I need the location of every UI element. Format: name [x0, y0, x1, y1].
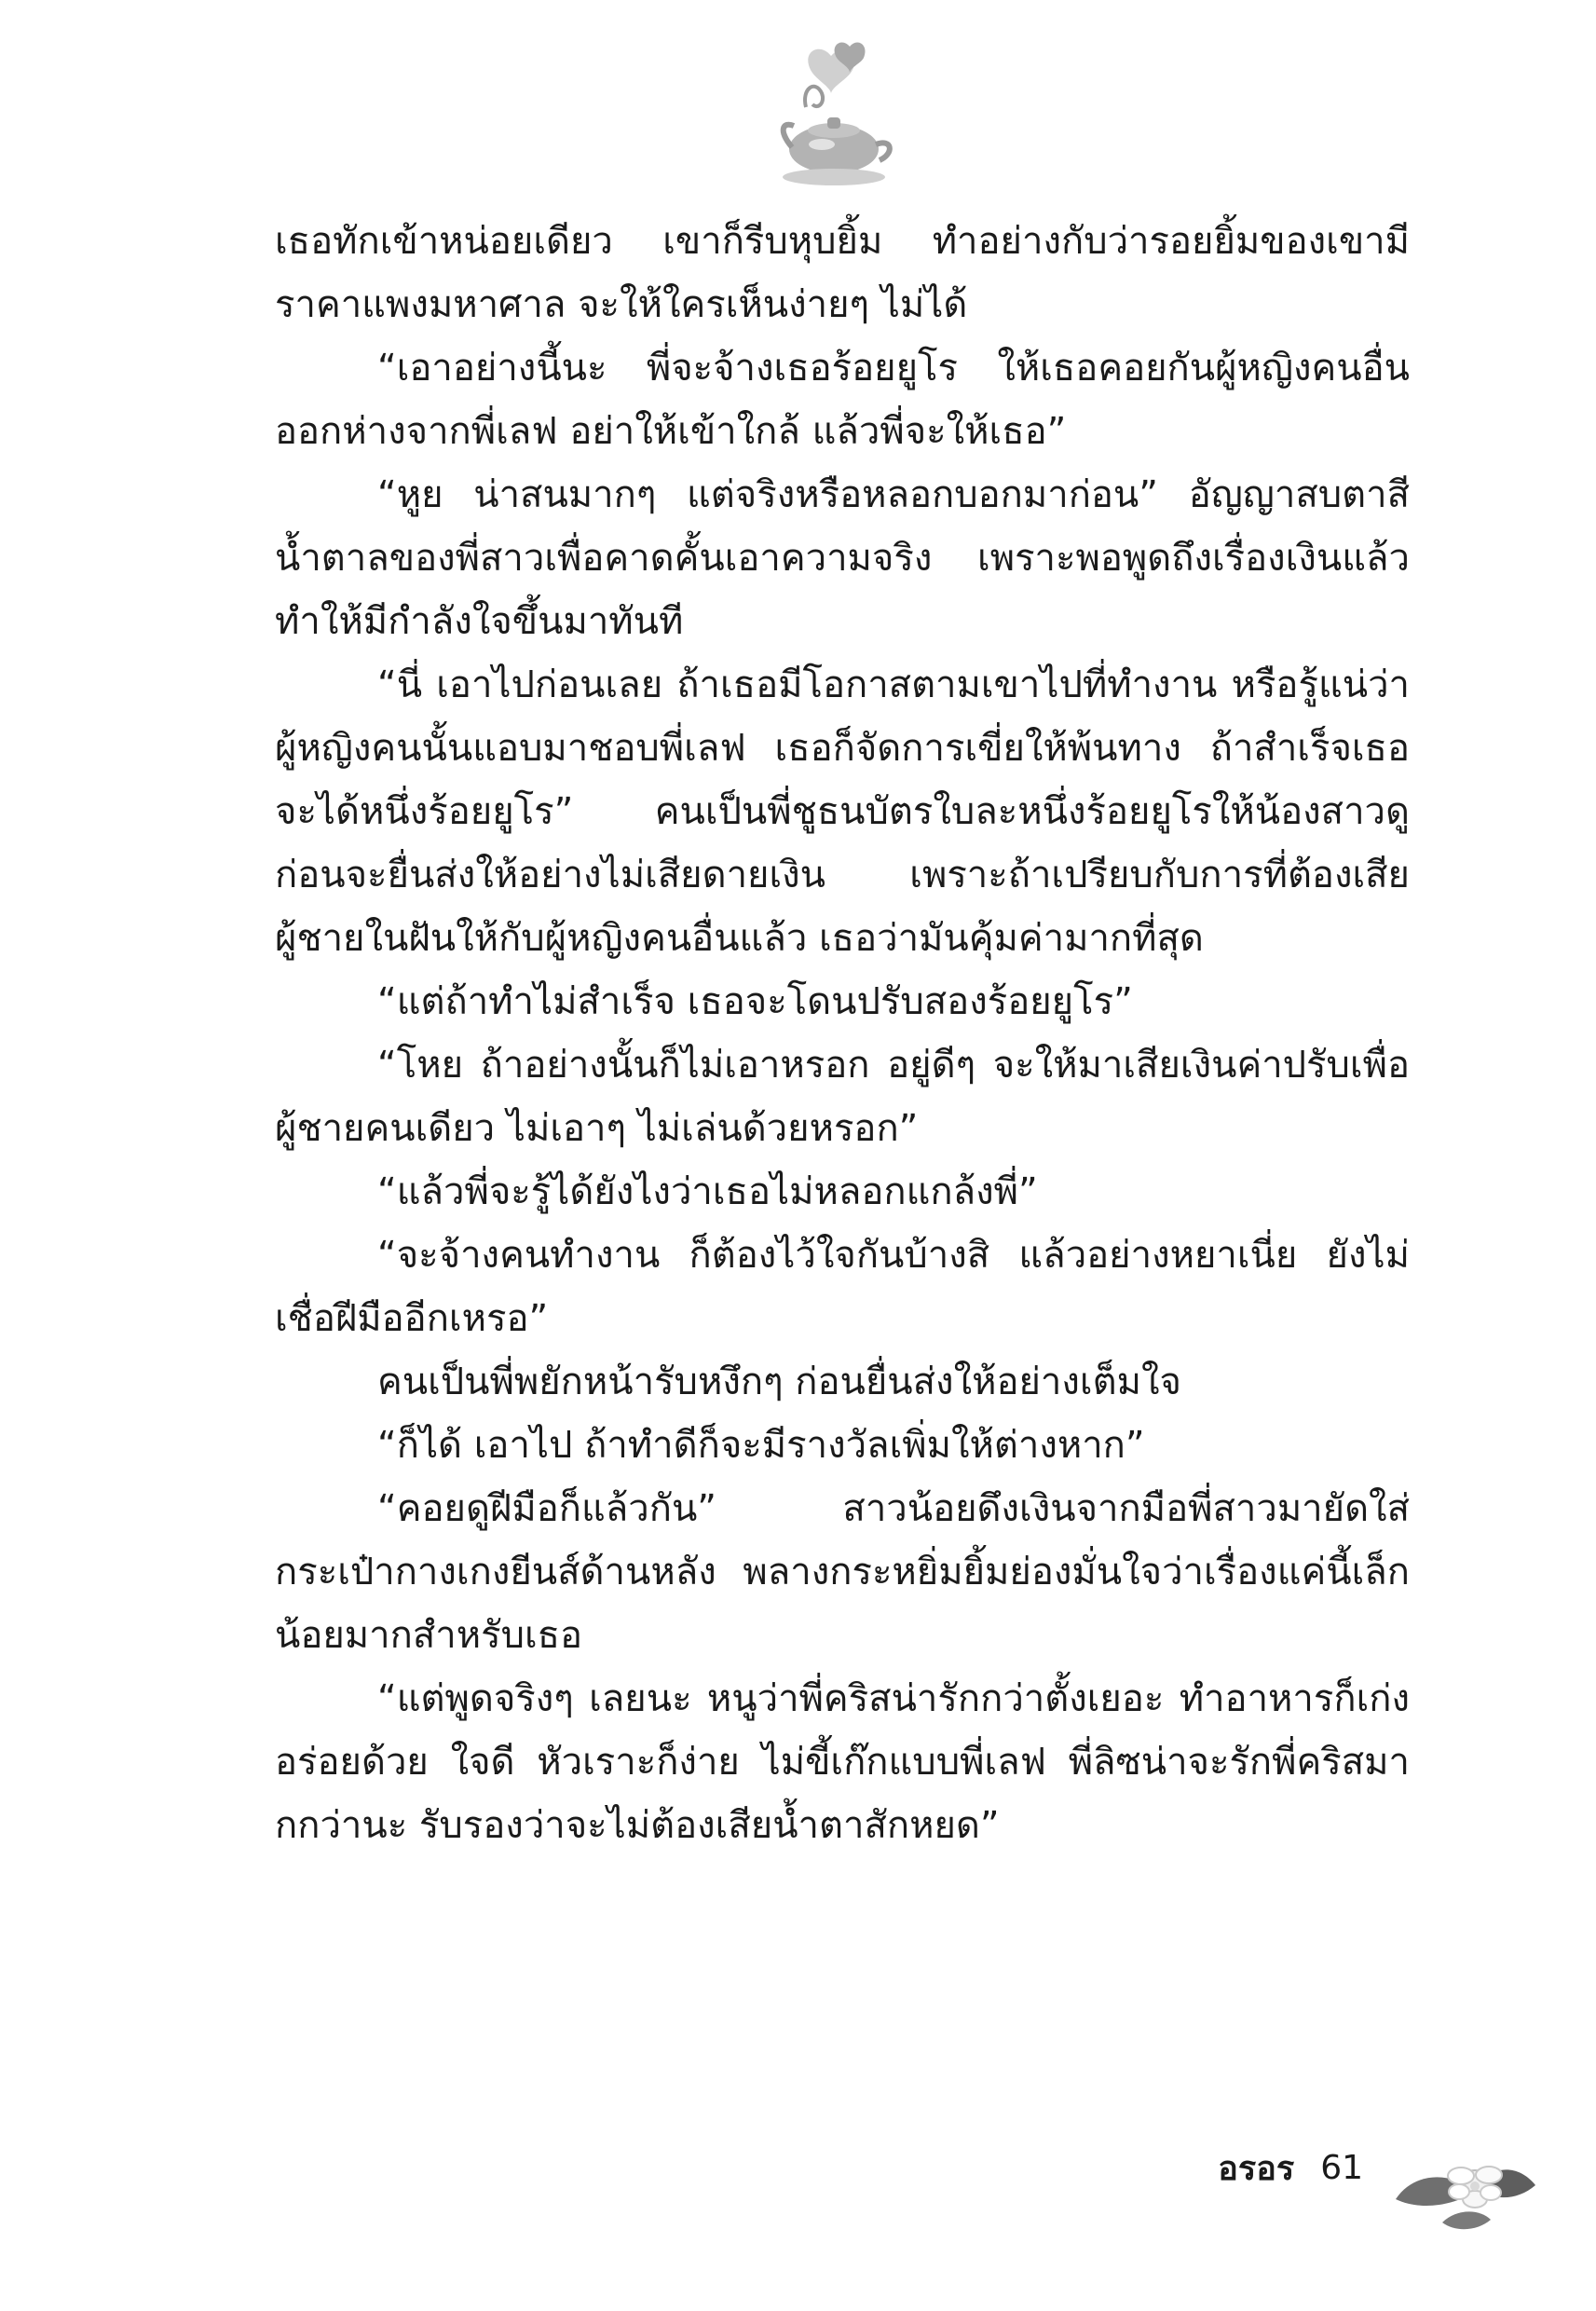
- book-title: อรอร: [1218, 2150, 1295, 2188]
- body-text: [275, 210, 1410, 1857]
- page-footer: [1218, 2141, 1363, 2195]
- paragraph: “จะจ้างคนทำงาน ก็ต้องไว้ใจกันบ้างสิ แล้วอย่างหยาเนี่ย ยังไม่เชื่อฝีมืออีกเหรอ”: [275, 1234, 1410, 1340]
- paragraph: “โหย ถ้าอย่างนั้นก็ไม่เอาหรอก อยู่ดีๆ จะให้มาเสียเงินค่าปรับเพื่อผู้ชายคนเดียว ไม่เอาๆ ไม่เล่นด้วยหรอก”: [275, 1044, 1410, 1150]
- paragraph: “แต่พูดจริงๆ เลยนะ หนูว่าพี่คริสน่ารักกว่าตั้งเยอะ ทำอาหารก็เก่ง อร่อยด้วย ใจดี หัวเราะก็ง่าย ไม่ขี้เก๊กแบบพี่เลฟ พี่ลิซน่าจะรักพี่คริสมากกว่านะ รับรองว่าจะไม่ต้องเสียน้ำตาสักหยด”: [275, 1677, 1410, 1847]
- paragraph: “หูย น่าสนมากๆ แต่จริงหรือหลอกบอกมาก่อน” อัญญาสบตาสีน้ำตาลของพี่สาวเพื่อคาดคั้นเอาความจริง เพราะพอพูดถึงเรื่องเงินแล้วทำให้มีกำลังใจขึ้นมาทันที: [275, 473, 1410, 643]
- jasmine-flower-ornament-icon: [1386, 2134, 1545, 2246]
- paragraph: “คอยดูฝีมือก็แล้วกัน” สาวน้อยดึงเงินจากมือพี่สาวมายัดใส่กระเป๋ากางเกงยีนส์ด้านหลัง พลางกระหยิ่มยิ้มย่องมั่นใจว่าเรื่องแค่นี้เล็กน้อยมากสำหรับเธอ: [275, 1487, 1410, 1657]
- teapot-heart-ornament-icon: [764, 37, 904, 196]
- paragraph: “นี่ เอาไปก่อนเลย ถ้าเธอมีโอกาสตามเขาไปที่ทำงาน หรือรู้แน่ว่าผู้หญิงคนนั้นแอบมาชอบพี่เลฟ เธอก็จัดการเขี่ยให้พ้นทาง ถ้าสำเร็จเธอจะได้หนึ่งร้อยยูโร” คนเป็นพี่ชูธนบัตรใบละหนึ่งร้อยยูโรให้น้องสาวดูก่อนจะยื่นส่งให้อย่างไม่เสียดายเงิน เพราะถ้าเปรียบกับการที่ต้องเสียผู้ชายในฝันให้กับผู้หญิงคนอื่นแล้ว เธอว่ามันคุ้มค่ามากที่สุด: [275, 663, 1410, 960]
- paragraph: “แล้วพี่จะรู้ได้ยังไงว่าเธอไม่หลอกแกล้งพี่”: [377, 1170, 1038, 1213]
- paragraph: “แต่ถ้าทำไม่สำเร็จ เธอจะโดนปรับสองร้อยยูโร”: [377, 980, 1133, 1023]
- paragraph: คนเป็นพี่พยักหน้ารับหงึกๆ ก่อนยื่นส่งให้อย่างเต็มใจ: [377, 1361, 1181, 1403]
- page-number: 61: [1320, 2149, 1363, 2187]
- paragraph: “ก็ได้ เอาไป ถ้าทำดีก็จะมีรางวัลเพิ่มให้ต่างหาก”: [377, 1424, 1145, 1467]
- paragraph: “เอาอย่างนี้นะ พี่จะจ้างเธอร้อยยูโร ให้เธอคอยกันผู้หญิงคนอื่นออกห่างจากพี่เลฟ อย่าให้เข้าใกล้ แล้วพี่จะให้เธอ”: [275, 347, 1410, 453]
- paragraph: เธอทักเข้าหน่อยเดียว เขาก็รีบหุบยิ้ม ทำอย่างกับว่ารอยยิ้มของเขามีราคาแพงมหาศาล จะให้ใครเห็นง่ายๆ ไม่ได้: [275, 220, 1410, 326]
